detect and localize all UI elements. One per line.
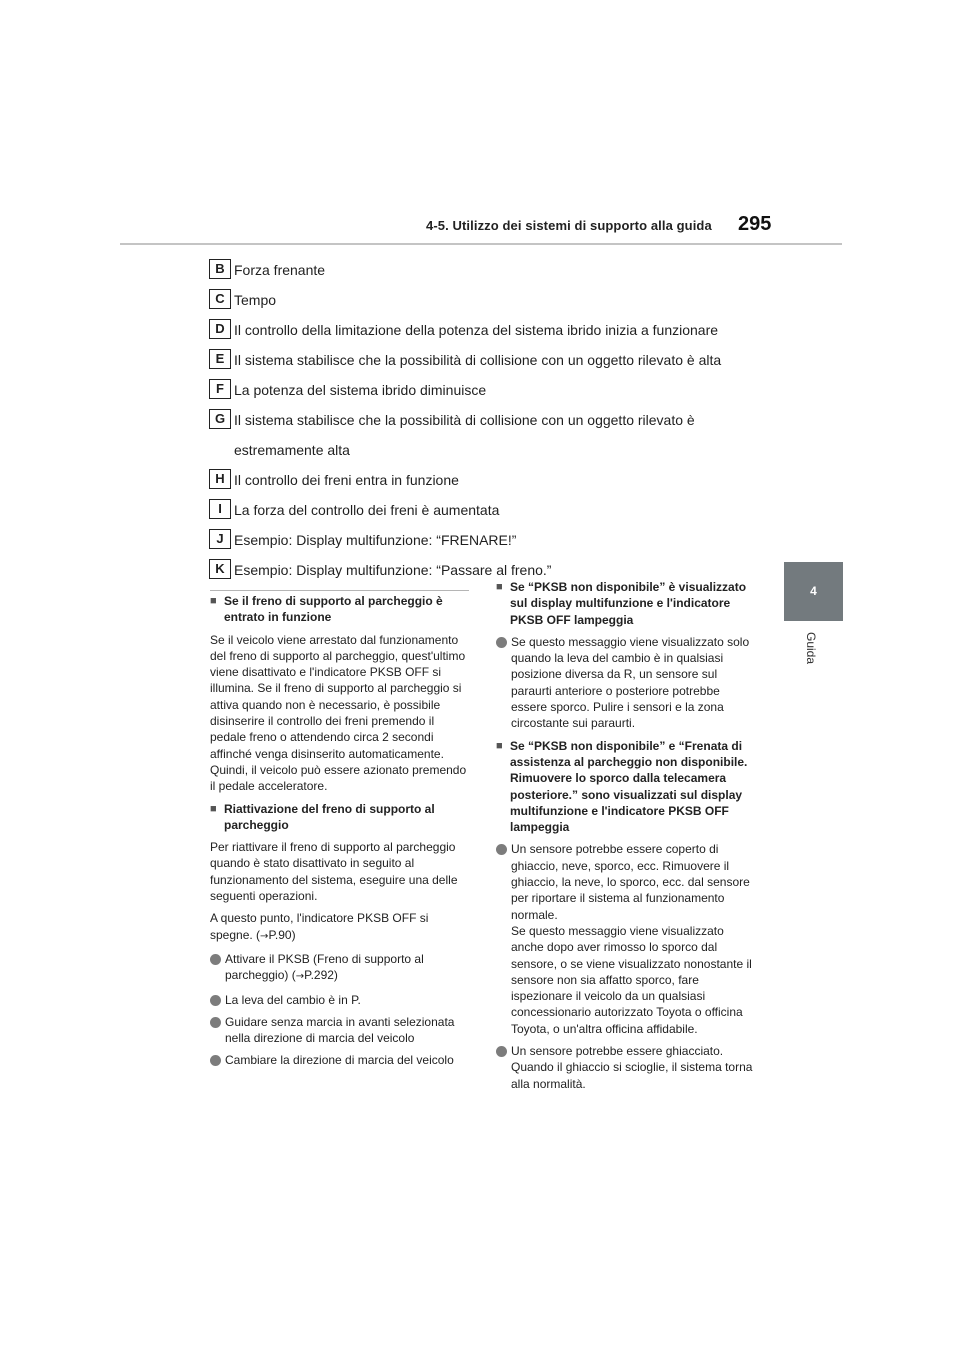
legend-key-j: J — [209, 529, 231, 549]
heading-marker-icon: ■ — [210, 595, 217, 607]
figure-legend — [209, 255, 769, 585]
section-heading — [210, 593, 472, 626]
legend-text: La potenza del sistema ibrido diminuisce — [234, 382, 487, 398]
legend-text: La forza del controllo dei freni è aumentata — [234, 502, 500, 518]
legend-text: Esempio: Display multifunzione: “Passare al freno.” — [234, 562, 552, 578]
heading-marker-icon: ■ — [496, 581, 503, 593]
bullet-text: La leva del cambio è in P. — [225, 992, 361, 1007]
bullet-dot-icon — [210, 954, 221, 965]
legend-text: Il sistema stabilisce che la possibilità di collisione con un oggetto rilevato è estremamente alta — [234, 412, 695, 458]
bullet-text-part: Un sensore potrebbe essere coperto di ghiaccio, neve, sporco, ecc. Rimuovere il ghiaccio, la neve, lo sporco, ecc. dal sensore per riportare il sistema al funzionamento normale. — [511, 842, 750, 922]
column-divider — [210, 590, 469, 591]
header-divider — [120, 243, 842, 245]
bullet-dot-icon — [496, 637, 507, 648]
section-heading — [496, 738, 758, 836]
heading-text: Riattivazione del freno di supporto al parcheggio — [224, 801, 435, 832]
bullet-text: Un sensore potrebbe essere ghiacciato. Quando il ghiaccio si scioglie, il sistema torna alla normalità. — [511, 1044, 753, 1091]
bullet-text-part: ) — [333, 968, 338, 983]
chapter-label: Guida — [804, 632, 818, 665]
bullet-item — [210, 1014, 472, 1047]
legend-text: Esempio: Display multifunzione: “FRENARE!” — [234, 532, 517, 548]
legend-key-g: G — [209, 409, 231, 429]
legend-key-b: B — [209, 259, 231, 279]
bullet-text — [511, 841, 758, 1037]
legend-item — [209, 525, 769, 555]
right-column — [496, 579, 758, 1098]
section-heading — [210, 801, 472, 834]
legend-item — [209, 255, 769, 285]
chapter-tab: 4 — [784, 562, 843, 621]
legend-key-i: I — [209, 499, 231, 519]
legend-item — [209, 345, 769, 375]
legend-text: Forza frenante — [234, 262, 326, 278]
legend-item — [209, 315, 769, 345]
heading-text: Se il freno di supporto al parcheggio è entrato in funzione — [224, 594, 443, 625]
bullet-dot-icon — [496, 844, 507, 855]
arrow-right-icon: → — [295, 971, 305, 983]
legend-key-h: H — [209, 469, 231, 489]
page-number: 295 — [738, 213, 772, 235]
legend-item — [209, 375, 769, 405]
bullet-dot-icon — [496, 1046, 507, 1057]
page-reference-link[interactable]: P.292 — [304, 968, 334, 983]
heading-text: Se “PKSB non disponibile” e “Frenata di assistenza al parcheggio non disponibile. Rimuovere lo sporco dalla telecamera posteriore.” sono visualizzati sul display multifunzione e l'indicatore PKSB OFF lampeggia — [510, 738, 748, 835]
bullet-item — [496, 841, 758, 1037]
legend-key-d: D — [209, 319, 231, 339]
legend-key-f: F — [209, 379, 231, 399]
legend-item — [209, 465, 769, 495]
bullet-item — [210, 992, 472, 1008]
bullet-item — [496, 634, 758, 732]
legend-key-c: C — [209, 289, 231, 309]
bullet-text — [225, 951, 472, 986]
heading-text: Se “PKSB non disponibile” è visualizzato sul display multifunzione e l'indicatore PKSB OFF lampeggia — [510, 580, 747, 627]
bullet-text-part: Se questo messaggio viene visualizzato anche dopo aver rimosso lo sporco dal sensore, o se viene visualizzato nonostante il sensore non sia affatto sporco, fare ispezionare il veicolo da un qualsiasi concessionario autorizzato Toyota o officina Toyota, o un'altra officina affidabile. — [511, 923, 752, 1036]
legend-key-e: E — [209, 349, 231, 369]
legend-text: Il controllo della limitazione della potenza del sistema ibrido inizia a funzionare — [234, 322, 719, 338]
arrow-right-icon: → — [260, 930, 269, 942]
bullet-text: Cambiare la direzione di marcia del veicolo — [225, 1053, 454, 1068]
bullet-dot-icon — [210, 1017, 221, 1028]
legend-text: Il sistema stabilisce che la possibilità di collisione con un oggetto rilevato è alta — [234, 352, 722, 368]
page-reference-link[interactable]: P.90 — [268, 927, 292, 942]
legend-item — [209, 285, 769, 315]
paragraph-text: A questo punto, l'indicatore PKSB OFF si spegne. ( — [210, 911, 429, 942]
left-column — [210, 593, 472, 1075]
running-header-section: 4-5. Utilizzo dei sistemi di supporto alla guida — [426, 218, 712, 233]
bullet-dot-icon — [210, 995, 221, 1006]
legend-item — [209, 495, 769, 525]
legend-text: Tempo — [234, 292, 277, 308]
section-heading — [496, 579, 758, 628]
paragraph: Se il veicolo viene arrestato dal funzionamento del freno di supporto al parcheggio, quest'ultimo viene disattivato e l'indicatore PKSB OFF si illumina. Se il freno di supporto al parcheggio si attiva quando non è necessario, è possibile disinserire il controllo dei freni premendo il pedale freno o attendendo circa 2 secondi affinché venga disinserito automaticamente. Quindi, il veicolo può essere azionato premendo il pedale acceleratore. — [210, 632, 467, 794]
paragraph-text: ) — [291, 927, 296, 942]
legend-text: Il controllo dei freni entra in funzione — [234, 472, 459, 488]
heading-marker-icon: ■ — [496, 739, 503, 752]
bullet-text: Guidare senza marcia in avanti selezionata nella direzione di marcia del veicolo — [225, 1014, 455, 1046]
paragraph-with-reference — [210, 910, 472, 945]
bullet-item — [496, 1043, 758, 1092]
bullet-text: Se questo messaggio viene visualizzato solo quando la leva del cambio è in qualsiasi posizione diversa da R, un sensore sul paraurti anteriore o posteriore potrebbe essere sporco. Pulire i sensori e la zona circostante sui paraurti. — [511, 634, 750, 731]
bullet-item — [210, 1052, 472, 1068]
bullet-item — [210, 951, 472, 986]
heading-marker-icon: ■ — [210, 802, 217, 815]
legend-item — [209, 405, 769, 465]
bullet-dot-icon — [210, 1055, 221, 1066]
legend-key-k: K — [209, 559, 231, 579]
paragraph: Per riattivare il freno di supporto al parcheggio quando è stato disattivato in seguito al funzionamento del sistema, eseguire una delle seguenti operazioni. — [210, 840, 458, 904]
bullet-text-part: Attivare il PKSB (Freno di supporto al parcheggio) ( — [225, 951, 424, 983]
